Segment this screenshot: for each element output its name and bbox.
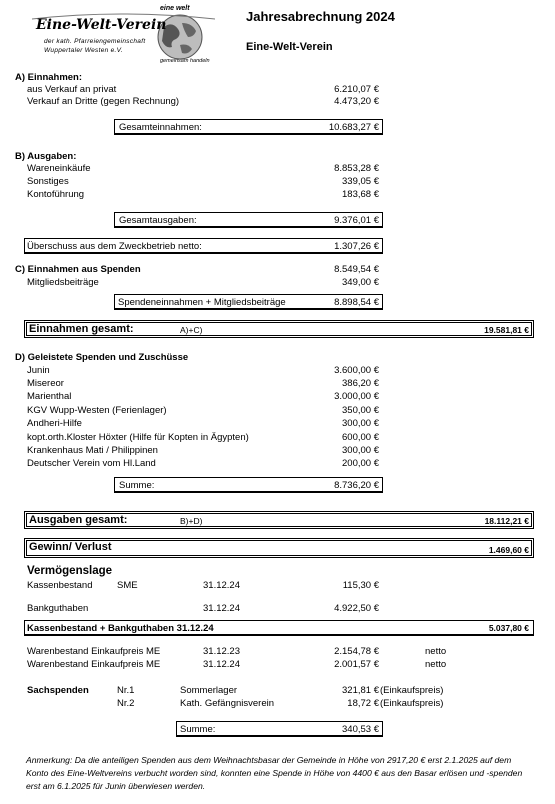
section-a-row-value: 4.473,20 € xyxy=(334,96,379,107)
in-kind-no: Nr.1 xyxy=(117,685,135,696)
section-a-row-value: 6.210,07 € xyxy=(334,84,379,95)
stock-date: 31.12.24 xyxy=(203,659,240,670)
cash-value: 115,30 € xyxy=(342,580,379,591)
in-kind-total-value: 340,53 € xyxy=(342,724,379,735)
profit-value: 1.469,60 € xyxy=(488,545,529,555)
stock-label: Warenbestand Einkaufpreis ME xyxy=(27,646,161,657)
section-a-total-label: Gesamteinnahmen: xyxy=(119,122,202,133)
in-kind-name: Kath. Gefängnisverein xyxy=(180,698,275,709)
section-b-heading: B) Ausgaben: xyxy=(15,151,77,162)
section-d-row-label: Andheri-Hilfe xyxy=(27,418,82,429)
section-a-row-label: aus Verkauf an privat xyxy=(27,84,117,95)
section-c-total-label: Spendeneinnahmen + Mitgliedsbeiträge xyxy=(118,297,286,308)
section-d-row-label: Deutscher Verein vom Hl.Land xyxy=(27,458,156,469)
logo-line-2: Wuppertaler Westen e.V. xyxy=(44,47,123,54)
section-d-row-label: Junin xyxy=(27,365,50,376)
section-d-row-value: 300,00 € xyxy=(342,445,379,456)
section-b-total-value: 9.376,01 € xyxy=(334,215,379,226)
section-b-row-value: 183,68 € xyxy=(342,189,379,200)
income-total-value: 19.581,81 € xyxy=(484,325,529,335)
stock-value: 2.001,57 € xyxy=(334,659,379,670)
expense-total-formula: B)+D) xyxy=(180,516,203,526)
in-kind-value: 321,81 € xyxy=(342,685,379,696)
logo-line-1: der kath. Pfarreiengemeinschaft xyxy=(44,38,146,45)
section-d-row-value: 3.600,00 € xyxy=(334,365,379,376)
cash-date: 31.12.24 xyxy=(203,580,240,591)
page-title: Jahresabrechnung 2024 xyxy=(246,9,395,24)
stock-label: Warenbestand Einkaufpreis ME xyxy=(27,659,161,670)
in-kind-value: 18,72 € xyxy=(347,698,379,709)
in-kind-total-label: Summe: xyxy=(180,724,216,735)
section-b-row-value: 8.853,28 € xyxy=(334,163,379,174)
assets-heading: Vermögenslage xyxy=(27,565,113,577)
section-c-heading: C) Einnahmen aus Spenden xyxy=(15,264,141,275)
section-d-row-value: 350,00 € xyxy=(342,405,379,416)
logo-arc-top: eine welt xyxy=(160,5,190,12)
section-c-heading-value: 8.549,54 € xyxy=(334,264,379,275)
section-d-row-label: Krankenhaus Mati / Philippinen xyxy=(27,445,158,456)
in-kind-note: (Einkaufspreis) xyxy=(380,685,444,696)
section-d-row-label: Misereor xyxy=(27,378,64,389)
cash-label: Kassenbestand xyxy=(27,580,93,591)
section-d-row-value: 600,00 € xyxy=(342,432,379,443)
in-kind-no: Nr.2 xyxy=(117,698,135,709)
page-subtitle: Eine-Welt-Verein xyxy=(246,41,333,53)
section-b-row-label: Wareneinkäufe xyxy=(27,163,91,174)
logo xyxy=(30,5,215,67)
stock-note: netto xyxy=(425,646,447,657)
section-c-total-value: 8.898,54 € xyxy=(334,297,379,308)
section-d-total-label: Summe: xyxy=(119,480,155,491)
expense-total-value: 18.112,21 € xyxy=(484,516,529,526)
surplus-value: 1.307,26 € xyxy=(334,241,379,252)
profit-label: Gewinn/ Verlust xyxy=(29,541,112,553)
cash-code: SME xyxy=(117,580,138,591)
bank-value: 4.922,50 € xyxy=(334,603,379,614)
in-kind-note: (Einkaufspreis) xyxy=(380,698,444,709)
income-total-label: Einnahmen gesamt: xyxy=(29,323,134,335)
bank-date: 31.12.24 xyxy=(203,603,240,614)
section-d-row-label: kopt.orth.Kloster Höxter (Hilfe für Kopten in Ägypten) xyxy=(27,432,249,443)
section-b-row-label: Sonstiges xyxy=(27,176,69,187)
in-kind-label: Sachspenden xyxy=(27,685,89,696)
bank-label: Bankguthaben xyxy=(27,603,89,614)
surplus-label: Überschuss aus dem Zweckbetrieb netto: xyxy=(27,241,202,252)
section-b-row-value: 339,05 € xyxy=(342,176,379,187)
section-a-row-label: Verkauf an Dritte (gegen Rechnung) xyxy=(27,96,180,107)
section-c-row-label: Mitgliedsbeiträge xyxy=(27,277,99,288)
section-d-row-label: Marienthal xyxy=(27,391,72,402)
section-b-row-label: Kontoführung xyxy=(27,189,85,200)
footnote: Anmerkung: Da die anteiligen Spenden aus dem Weihnachtsbasar der Gemeinde in Höhe von 2917,20 € erst 2.1.2025 auf dem Konto des Eine-Weltvereins verbucht worden sind, konnten eine Spende in Höhe von 4400 € aus den Basar erlösen und -spenden erst am 6.1.2025 für Junin überwiesen werden. xyxy=(26,755,523,791)
stock-value: 2.154,78 € xyxy=(334,646,379,657)
stock-date: 31.12.23 xyxy=(203,646,240,657)
section-a-heading: A) Einnahmen: xyxy=(15,72,83,83)
assets-sum-label: Kassenbestand + Bankguthaben 31.12.24 xyxy=(27,623,214,634)
section-d-row-value: 3.000,00 € xyxy=(334,391,379,402)
logo-name: Eine-Welt-Verein xyxy=(36,17,167,33)
assets-sum-value: 5.037,80 € xyxy=(488,623,529,633)
section-b-total-label: Gesamtausgaben: xyxy=(119,215,197,226)
section-d-row-value: 386,20 € xyxy=(342,378,379,389)
section-d-row-value: 200,00 € xyxy=(342,458,379,469)
expense-total-label: Ausgaben gesamt: xyxy=(29,514,128,526)
section-d-heading: D) Geleistete Spenden und Zuschüsse xyxy=(15,352,189,363)
in-kind-name: Sommerlager xyxy=(180,685,238,696)
section-c-row-value: 349,00 € xyxy=(342,277,379,288)
section-a-total-value: 10.683,27 € xyxy=(328,122,379,133)
stock-note: netto xyxy=(425,659,447,670)
section-d-total-value: 8.736,20 € xyxy=(334,480,379,491)
section-d-row-value: 300,00 € xyxy=(342,418,379,429)
section-d-row-label: KGV Wupp-Westen (Ferienlager) xyxy=(27,405,167,416)
income-total-formula: A)+C) xyxy=(180,325,203,335)
logo-arc-bottom: gemeinsam handeln xyxy=(160,58,210,64)
